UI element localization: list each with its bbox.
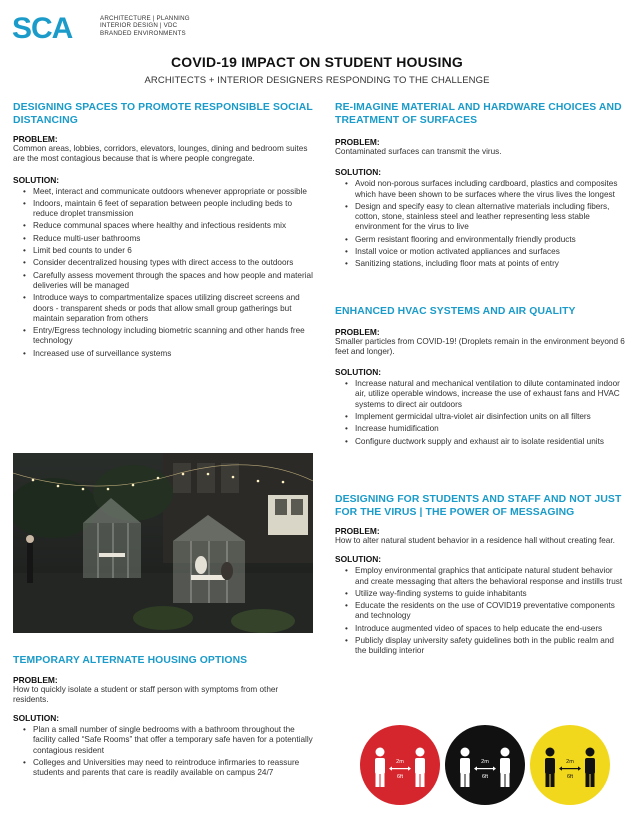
solution-label: SOLUTION: [335,367,382,378]
section-heading: ENHANCED HVAC SYSTEMS AND AIR QUALITY [335,306,576,317]
section-materials [335,102,627,272]
solution-bullet: • Reduce multi-user bathrooms [33,234,313,244]
problem-text: Common areas, lobbies, corridors, elevators, lounges, dining and bedroom suites are the most contagious because that is where people congregate. [13,144,308,164]
problem-text: How to quickly isolate a student or staff person with symptoms from other residents. [13,684,279,704]
solution-bullet: • Implement germicidal ultra-violet air disinfection units on all filters [355,412,627,422]
problem-label: PROBLEM: [335,137,380,147]
social-distance-sign-icon [360,725,440,805]
section-messaging [335,494,627,659]
solution-bullet: • Employ environmental graphics that anticipate natural student behavior and create messaging that alters the behavioral response and instills trust [355,566,627,587]
problem-text: Contaminated surfaces can transmit the virus. [335,147,502,156]
problem-label: PROBLEM: [335,326,380,337]
social-distance-sign-icon [530,725,610,805]
problem-label: PROBLEM: [335,526,380,536]
tagline-line: INTERIOR DESIGN | VDC [100,22,178,30]
solution-list [335,379,627,447]
solution-bullet: • Increase humidification [355,424,627,434]
page-subtitle: ARCHITECTS + INTERIOR DESIGNERS RESPONDING TO THE CHALLENGE [144,75,490,86]
solution-bullet: • Colleges and Universities may need to reintroduce infirmaries to reassure students and parents that care is readily available on campus 24/7 [33,758,313,779]
solution-bullet: • Publicly display university safety guidelines both in the public realm and the building interior [355,636,627,657]
solution-list [335,179,627,269]
solution-bullet: • Avoid non-porous surfaces including cardboard, plastics and composites which have been shown to be surfaces where the virus lives the longest [355,179,627,200]
logo: SCA [12,12,73,45]
problem-text: How to alter natural student behavior in a residence hall without creating fear. [335,536,615,545]
solution-label: SOLUTION: [13,174,60,185]
solution-bullet: • Germ resistant flooring and environmentally friendly products [355,235,627,245]
problem-text: Smaller particles from COVID-19! (Droplets remain in the environment beyond 6 feet and longer). [335,336,625,356]
greenhouse-dining-photo [13,453,313,633]
social-distance-sign-icon [445,725,525,805]
problem-label: PROBLEM: [13,134,58,144]
solution-bullet: • Introduce ways to compartmentalize spaces utilizing discreet screens and doors - transparent sheds or pods that allow small group gatherings but maintain separation from others [33,293,313,324]
solution-bullet: • Design and specify easy to clean alternative materials including fibers, cotton, stone, stainless steel and leather representing less stable environment for the virus to live [355,202,627,233]
solution-bullet: • Reduce communal spaces where healthy and infectious residents mix [33,221,313,231]
page-title: COVID-19 IMPACT ON STUDENT HOUSING [170,54,463,70]
section-temporary-housing [13,655,313,781]
solution-list [335,566,627,656]
solution-bullet: • Sanitizing stations, including floor mats at points of entry [355,259,627,269]
solution-bullet: • Carefully assess movement through the spaces and how people and material deliveries will be managed [33,271,313,292]
logo-tagline [100,15,190,37]
sign-bottom-label: 6ft [481,774,489,780]
solution-bullet: • Install voice or motion activated appliances and surfaces [355,247,627,257]
sign-top-label: 2m [396,759,404,765]
solution-bullet: • Utilize way-finding systems to guide inhabitants [355,589,627,599]
sign-top-label: 2m [481,759,489,765]
section-hvac [335,306,627,449]
solution-list [13,187,313,359]
solution-bullet: • Consider decentralized housing types with direct access to the outdoors [33,258,313,268]
section-heading: RE-IMAGINE MATERIAL AND HARDWARE CHOICES AND TREATMENT OF SURFACES [335,102,622,126]
sign-bottom-label: 6ft [396,774,404,780]
tagline-line: BRANDED ENVIRONMENTS [100,29,186,37]
section-heading: DESIGNING FOR STUDENTS AND STAFF AND NOT JUST FOR THE VIRUS | THE POWER OF MESSAGING [335,494,622,518]
photo-illustration [13,453,313,633]
header [12,10,622,50]
solution-bullet: • Indoors, maintain 6 feet of separation between people including beds to reduce droplet transmission [33,199,313,220]
tagline-line: ARCHITECTURE | PLANNING [100,15,190,22]
solution-bullet: • Introduce augmented video of spaces to help educate the end-users [355,624,627,634]
sign-bottom-label: 6ft [566,774,574,780]
section-heading: DESIGNING SPACES TO PROMOTE RESPONSIBLE SOCIAL DISTANCING [13,102,313,126]
solution-bullet: • Plan a small number of single bedrooms with a bathroom throughout the facility called “Safe Rooms” that offer a temporary safe haven for a potentially contagious resident [33,725,313,756]
distancing-signs [360,725,610,805]
solution-bullet: • Increase natural and mechanical ventilation to dilute contaminated indoor air, utilize operable windows, increase the use of exhaust fans and HVAC systems to direct air outdoors [355,379,627,410]
solution-bullet: • Configure ductwork supply and exhaust air to isolate residential units [355,437,627,447]
section-heading: TEMPORARY ALTERNATE HOUSING OPTIONS [13,655,248,666]
problem-label: PROBLEM: [13,674,58,685]
solution-label: SOLUTION: [335,554,382,565]
solution-label: SOLUTION: [335,167,382,178]
solution-bullet: • Limit bed counts to under 6 [33,246,313,256]
solution-bullet: • Educate the residents on the use of COVID19 preventative components and technology [355,601,627,622]
solution-bullet: • Meet, interact and communicate outdoors whenever appropriate or possible [33,187,313,197]
solution-label: SOLUTION: [13,713,60,724]
solution-bullet: • Increased use of surveillance systems [33,349,313,359]
solution-list [13,725,313,778]
solution-bullet: • Entry/Egress technology including biometric scanning and other hands free technology [33,326,313,347]
sign-top-label: 2m [566,759,574,765]
section-social-distancing [13,102,313,361]
